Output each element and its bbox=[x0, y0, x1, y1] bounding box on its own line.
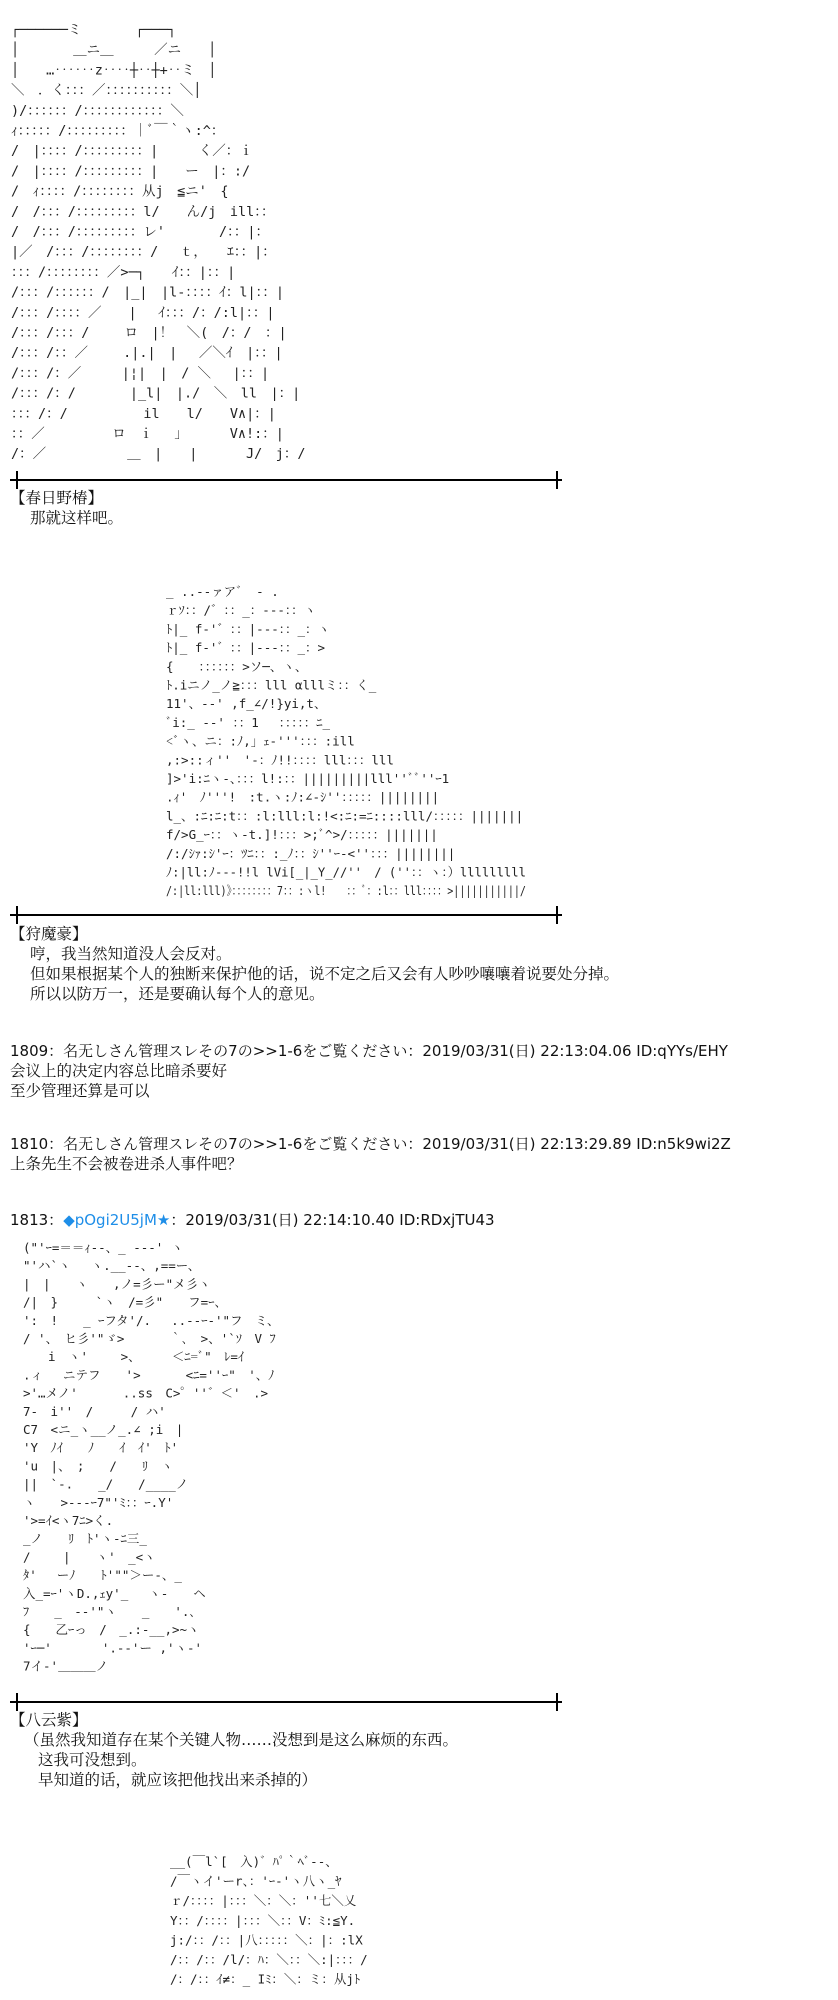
speech-line: 那就这样吧。 bbox=[30, 509, 124, 527]
ascii-art-line: /：：：/：／ |¦| | / ＼ |：：| bbox=[11, 365, 270, 382]
speech-line: （虽然我知道存在某个关键人物……没想到是这么麻烦的东西。 bbox=[24, 1731, 459, 1749]
ascii-art-line: f/>G_ｰ：：ヽ-t.]!：：：>;ﾞ^>/：：：：：||||||| bbox=[166, 827, 438, 843]
ascii-art-line: /:/ｼｧ:ｼ'ｰ：ﾂﾆ：：:_ﾉ：：ｼ''ｰ-<''：：：|||||||| bbox=[166, 845, 456, 861]
speech-line: 这我可没想到。 bbox=[38, 1751, 147, 1769]
ascii-art-line: ﾉ:|ll:ﾉ---!!l lVi[_|_Y_//'' / (''：：ヽ：）lllllllll bbox=[166, 864, 526, 880]
ascii-art-line: 'Y ﾉｲ ﾉ ｲ ｲ' ﾄ' bbox=[23, 1440, 179, 1456]
ascii-art-line: /：：：/：：：/ ロ |！ ＼( /：/ ：| bbox=[11, 325, 287, 341]
post-meta: ：2019/03/31(日) 22:14:10.40 ID:RDxjTU43 bbox=[170, 1211, 495, 1229]
ascii-art-line: 'u |、 ; / ﾘ ヽ bbox=[23, 1458, 174, 1474]
ascii-art-line: ：：／ ロ ｉ ｣ V∧!:：| bbox=[11, 426, 284, 442]
ascii-art-line: .ィ ニテフ '> <ﾆ=''ｰ" '、ﾉ bbox=[23, 1367, 275, 1383]
ascii-art-line: / /：：：/：：：：：：：：：l/ ん/j ill：： bbox=[11, 203, 275, 220]
ascii-art-line: ("'ｰ=＝＝ｨ--、_ ‐‐‐' ヽ bbox=[23, 1240, 184, 1255]
ascii-art-line: 11'、-‐' ,f_∠/!}yi,t、 bbox=[166, 696, 327, 712]
ascii-art-line: ,:>::ィ'' '-：ﾉ!!：：：：lll：：：lll bbox=[166, 752, 394, 768]
ascii-art-line: )/：：：：：：/：：：：：：：：：：：：＼ bbox=[11, 102, 184, 119]
scene-divider-2 bbox=[10, 914, 562, 916]
ascii-art-line: ﾀ' ーﾉ ﾄ'""＞ー-、_ bbox=[23, 1567, 182, 1583]
ascii-art-line: /：：：/：：：：／ | ｲ：：：/：/:l|：：| bbox=[11, 304, 275, 321]
ascii-art-line: >'…メノ' ..ss C>゜''゛＜' .> bbox=[23, 1385, 269, 1401]
ascii-art-line: /:|ll:lll)》：：：：：：：：7：：:ヽl! ：：ﾞ：:l：：lll：：：：>|||||||||||/ bbox=[166, 883, 526, 899]
ascii-art-line: /：/：：ｲ≠：_ Iﾐ：＼：ミ：从jﾄ bbox=[170, 1971, 361, 1987]
post-header: 1809：名无しさん管理スレその7の>>1-6をご覧ください：2019/03/31(日) 22:13:04.06 ID:qYYs/EHY bbox=[10, 1042, 728, 1060]
ascii-art-line: ｒｿ：：/゛：：_：-‐‐：：ヽ bbox=[166, 602, 317, 618]
ascii-art-line: ヽ >‐-‐ｰ7"'ﾐ：：ｰ.Y' bbox=[23, 1494, 174, 1510]
ascii-art-line: "'ハ`ヽ ヽ.__‐‐、,==ー、 bbox=[23, 1258, 201, 1274]
ascii-art-line: ＼ ．く：：：／：：：：：：：：：：＼│ bbox=[11, 82, 202, 99]
speech-block-yakumo bbox=[10, 1710, 810, 1790]
ascii-art-line: /￣ヽイ'ーr、：'ｰ-'ヽ八ヽ_ﾔ bbox=[170, 1873, 342, 1889]
ascii-art-line: <ﾞヽ、ニ：:ﾉ,」ｪ-'''：：：:ill bbox=[166, 733, 355, 749]
speaker-name: 【狩魔豪】 bbox=[10, 925, 88, 943]
post-1813 bbox=[10, 1210, 810, 1230]
speech-line: 早知道的话，就应该把他找出来杀掉的） bbox=[38, 1771, 318, 1789]
ascii-art-line: j:/：：/：：|八：：：：：＼：|：:lX bbox=[170, 1932, 363, 1948]
ascii-art-line: /：：：/：：／ .|.| | ／＼ｲ |：：| bbox=[11, 345, 283, 362]
ascii-art-line: / /：：：/：：：：：：：：：レ' /：：|： bbox=[11, 224, 270, 240]
ascii-art-line: ﾄ|_ f-'゛：：|‐‐‐：：_：> bbox=[166, 640, 326, 656]
speaker-name: 【八云紫】 bbox=[10, 1711, 88, 1729]
trip-code-link[interactable]: ◆pOgi2U5jM bbox=[63, 1211, 157, 1229]
ascii-art-yakumo bbox=[15, 1236, 415, 1696]
scene-divider-3 bbox=[10, 1701, 562, 1703]
post-1809 bbox=[10, 1041, 810, 1101]
ascii-art-line: ]>'i:ﾆヽ-、：：：l!:：：|||||||||lll''ﾞﾞ''ｰ1 bbox=[166, 771, 450, 786]
ascii-art-line: ｒ/：：：：|：：：＼：＼：''七＼乂 bbox=[170, 1893, 357, 1909]
ascii-art-line: │ ＿ニ＿ ／ニ │ bbox=[11, 42, 217, 59]
post-1810 bbox=[10, 1134, 810, 1174]
ascii-art-line: 7- i'' / / ハ' bbox=[23, 1403, 166, 1419]
divider-cross-left-1 bbox=[16, 471, 18, 489]
ascii-art-line: ﾌ _ -‐'"ヽ _ '.､ bbox=[23, 1604, 196, 1619]
ascii-art-line: { 乙ｰっ / _.:-__,>~ヽ bbox=[23, 1622, 200, 1638]
ascii-art-bottom bbox=[140, 1850, 470, 2000]
ascii-art-line: ┌──────ミ ┌───┐ bbox=[11, 22, 177, 38]
ascii-art-line: ﾄ|_ f-'゛：：|‐‐‐：：_：ヽ bbox=[166, 621, 331, 637]
ascii-art-line: ｨ：：：：：/：：：：：：：：：｜ﾞ￣｀ヽ:^： bbox=[11, 123, 225, 139]
post-body-line: 至少管理还算是可以 bbox=[10, 1082, 150, 1100]
post-number: 1813： bbox=[10, 1211, 64, 1229]
ascii-art-line: ：：：/：：：：：：：：／>─┐ ｲ：：|：：| bbox=[11, 264, 236, 281]
divider-cross-left-2 bbox=[16, 906, 18, 924]
ascii-art-line: |／ /：：：/：：：：：：：：/ ｔ， ｴ：：|： bbox=[11, 244, 276, 261]
ascii-art-line: │ …‥‥‥z‥‥┼‥┼+‥ミ │ bbox=[11, 62, 217, 79]
post-header: 1810：名无しさん管理スレその7の>>1-6をご覧ください：2019/03/31(日) 22:13:29.89 ID:n5k9wi2Z bbox=[10, 1135, 731, 1153]
divider-cross-left-3 bbox=[16, 1693, 18, 1711]
ascii-art-line: /| } `ヽ /=彡" フ=ｰ、 bbox=[23, 1294, 227, 1310]
ascii-art-line: 'ｰ─' '.-‐'ー ,'ヽ-' bbox=[23, 1640, 203, 1656]
ascii-art-line: /：／ ＿ | | J/ j：/ bbox=[11, 446, 306, 463]
ascii-art-line: 入_=ｰ'ヽD.,ｪy'_ ヽ- ヘ bbox=[23, 1585, 206, 1601]
ascii-art-line: || `-. _/ /____ノ bbox=[23, 1476, 189, 1492]
divider-cross-right-2 bbox=[556, 906, 558, 924]
ascii-art-line: / '、 ヒ彡'"ゞ> ｀､ >、'`ｿ V ﾌ bbox=[23, 1331, 276, 1346]
ascii-art-line: /：：：/：/ |_l| |./ ＼ ll |：| bbox=[11, 385, 301, 402]
divider-cross-right-1 bbox=[556, 471, 558, 489]
post-body-line: 会议上的决定内容总比暗杀要好 bbox=[10, 1062, 228, 1080]
speech-line: 但如果根据某个人的独断来保护他的话，说不定之后又会有人吵吵嚷嚷着说要处分掉。 bbox=[30, 965, 620, 983]
ascii-art-kasugano bbox=[5, 18, 405, 470]
ascii-art-line: ：：：/：/ il l/ V∧|：| bbox=[11, 405, 276, 422]
ascii-art-karuma bbox=[160, 580, 530, 910]
ascii-art-line: i ヽ' >、 ＜ﾆ=ﾞ" ﾚ=ｲ bbox=[23, 1349, 245, 1365]
scene-divider-1 bbox=[10, 479, 562, 481]
ascii-art-line: / |：：：：/：：：：：：：：：| く／：ｉ bbox=[11, 143, 253, 160]
ascii-art-line: ﾞi:_ -‐' ：：1 ：：：：：ﾆ_ bbox=[166, 714, 331, 730]
ascii-art-line: / |：：：：/：：：：：：：：：| ー |：:/ bbox=[11, 163, 251, 180]
ascii-art-line: | | ヽ ,ノ=彡ー"メ彡ヽ bbox=[23, 1276, 211, 1292]
ascii-art-line: _ ..-‐ァア゛ ‐ . bbox=[166, 584, 279, 599]
speech-block-kasugano bbox=[10, 488, 810, 528]
speech-line: 所以以防万一，还是要确认每个人的意见。 bbox=[30, 985, 325, 1003]
ascii-art-line: { ：：：：：：>ソ─、ヽ、 bbox=[166, 658, 308, 674]
ascii-art-line: / ｨ：：：：/：：：：：：：：从j ≦ニ' { bbox=[11, 183, 229, 200]
ascii-art-line: ﾄ.iニノ_ノ≧：：：lll αlllミ：：く_ bbox=[166, 677, 377, 693]
ascii-art-line: C7 <ニ_ヽ__ノ_.∠ ;i | bbox=[23, 1422, 184, 1437]
ascii-art-line: / | ヽ' _<ヽ bbox=[23, 1549, 156, 1565]
ascii-art-line: 7イ-'＿＿＿ノ bbox=[23, 1658, 109, 1674]
star-icon: ★ bbox=[156, 1211, 171, 1229]
post-header bbox=[10, 1210, 810, 1230]
ascii-art-line: ': ! _ ｰフタ'/. ..-‐ｰ‐'"フ ミ、 bbox=[23, 1312, 280, 1328]
speech-block-karuma bbox=[10, 924, 810, 1004]
speech-line: 哼，我当然知道没人会反对。 bbox=[30, 945, 232, 963]
ascii-art-line: __(￣l`[ 入)゛ﾊﾟ｀ﾍﾞ‐-、 bbox=[170, 1854, 338, 1869]
post-body-line: 上条先生不会被卷进杀人事件吧？ bbox=[10, 1155, 243, 1173]
ascii-art-line: /：：/：：/l/：ﾊ：＼：：＼:|：：：/ bbox=[170, 1952, 368, 1967]
ascii-art-line: /：：：/：：：：：：/ |_| |l-：：：：ｲ：l|：：| bbox=[11, 284, 285, 301]
ascii-art-line: Y：：/：：：：|：：：＼：：V：ﾐ:≦Y. bbox=[170, 1912, 356, 1928]
ascii-art-line: .ｨ' ﾉ'''! :t.ヽ:ﾉ:∠-ｼ''：：：：：|||||||| bbox=[166, 789, 440, 805]
divider-cross-right-3 bbox=[556, 1693, 558, 1711]
ascii-art-line: '>=ｲ<ヽ7ﾆ>く. bbox=[23, 1513, 114, 1528]
ascii-art-line: l_、:ﾆ:ﾆ:t：：:l:lll:l:!<:ﾆ:=ﾆ::::lll/：：：：：||||||| bbox=[166, 808, 524, 824]
speaker-name: 【春日野椿】 bbox=[10, 489, 104, 507]
ascii-art-line: _ノ ﾘ ﾄ'ヽ-ﾆ三_ bbox=[23, 1531, 147, 1547]
